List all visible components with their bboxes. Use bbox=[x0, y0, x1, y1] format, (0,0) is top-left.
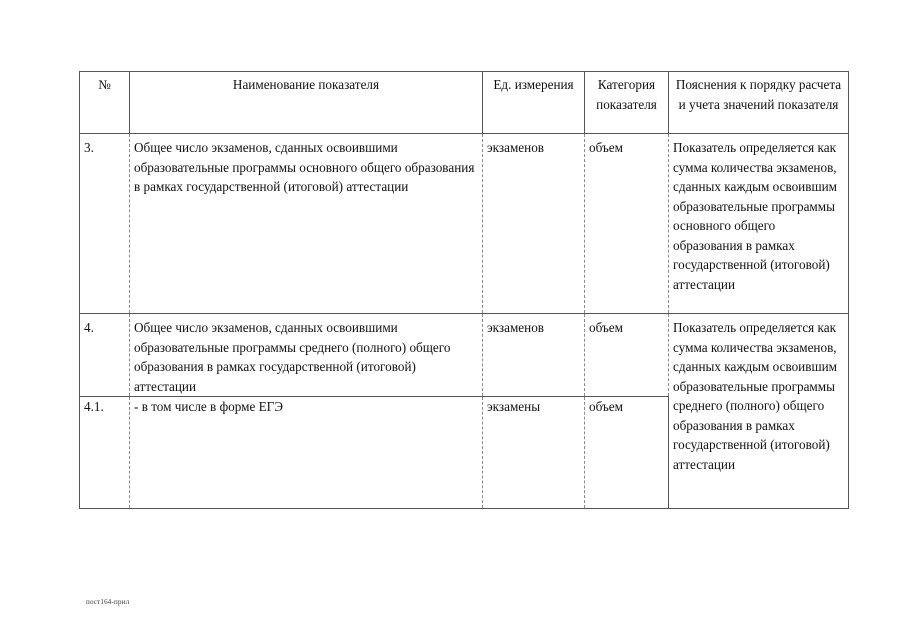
row-num: 3. bbox=[80, 134, 130, 314]
row-unit: экзаменов bbox=[483, 134, 585, 314]
header-unit: Ед. измерения bbox=[483, 72, 585, 134]
row-unit: экзаменов bbox=[483, 314, 585, 397]
row-category: объем bbox=[585, 134, 669, 314]
row-name: - в том числе в форме ЕГЭ bbox=[130, 397, 483, 509]
header-num: № bbox=[80, 72, 130, 134]
row-num: 4. bbox=[80, 314, 130, 397]
table-header-row bbox=[80, 72, 849, 134]
table-row bbox=[80, 314, 849, 397]
table-row bbox=[80, 134, 849, 314]
header-category: Категория показателя bbox=[585, 72, 669, 134]
row-name: Общее число экзаменов, сданных освоившими образовательные программы основного общего образования в рамках государственной (итоговой) аттестации bbox=[130, 134, 483, 314]
header-explanation: Пояснения к порядку расчета и учета значений показателя bbox=[669, 72, 849, 134]
row-name: Общее число экзаменов, сданных освоившими образовательные программы среднего (полного) общего образования в рамках государственной (итоговой) аттестации bbox=[130, 314, 483, 397]
row-explanation: Показатель определяется как сумма количества экзаменов, сданных каждым освоившим образовательные программы среднего (полного) общего образования в рамках государственной (итоговой) аттестации bbox=[669, 314, 849, 509]
footer-filename: пост164-прил bbox=[86, 598, 130, 606]
row-category: объем bbox=[585, 397, 669, 509]
indicators-table bbox=[79, 71, 849, 509]
row-num: 4.1. bbox=[80, 397, 130, 509]
row-category: объем bbox=[585, 314, 669, 397]
row-unit: экзамены bbox=[483, 397, 585, 509]
row-explanation: Показатель определяется как сумма количества экзаменов, сданных каждым освоившим образовательные программы основного общего образования в рамках государственной (итоговой) аттестации bbox=[669, 134, 849, 314]
header-name: Наименование показателя bbox=[130, 72, 483, 134]
